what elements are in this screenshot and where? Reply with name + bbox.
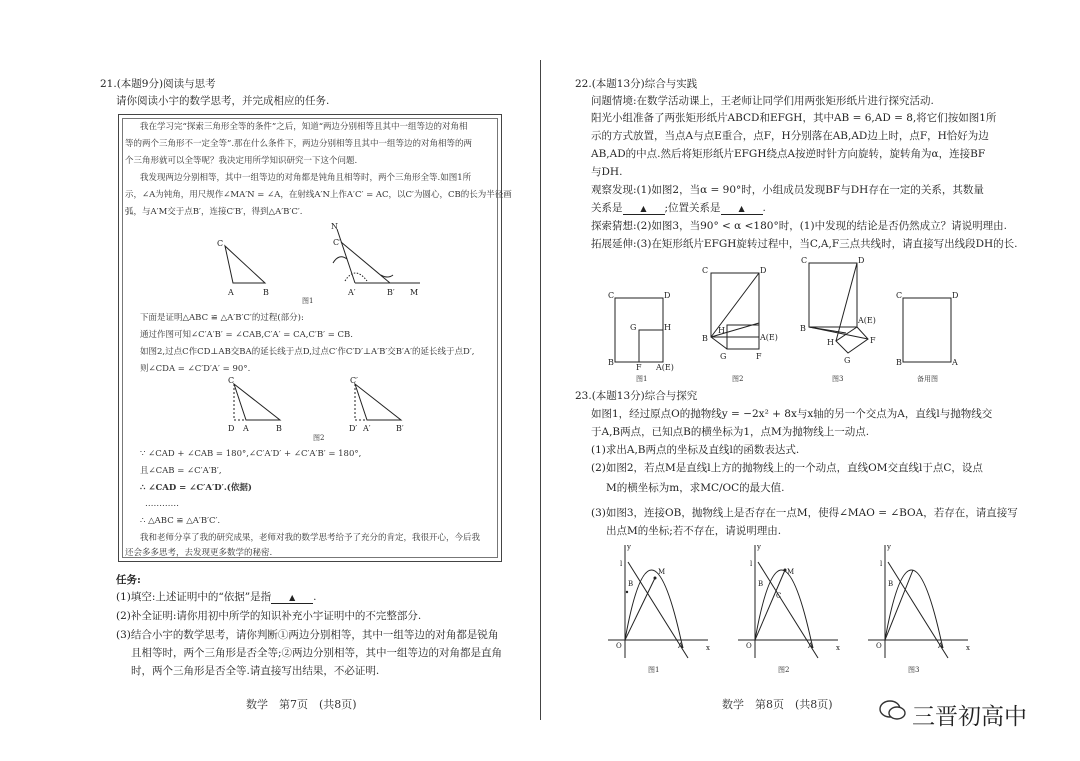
fig-caption: 图1 xyxy=(648,666,660,674)
q23-figures xyxy=(598,540,970,678)
svg-text:B: B xyxy=(628,580,634,588)
svg-text:y: y xyxy=(757,543,761,551)
q22-guess: 探索猜想:(2)如图3，当90° < α <180°时，(1)中发现的结论是否仍然成立？请说明理由. xyxy=(591,220,1007,232)
label-b-prime: B′ xyxy=(396,424,404,433)
q23-line: 于A,B两点，已知点B的横坐标为1，点M为抛物线上一动点. xyxy=(591,426,870,438)
label-c-prime: C′ xyxy=(333,238,341,247)
svg-text:B: B xyxy=(896,358,902,367)
svg-text:y: y xyxy=(887,543,891,551)
task-3: 时，两个三角形是否全等.请直接写出结果，不必证明. xyxy=(131,665,380,677)
svg-text:C: C xyxy=(608,291,615,300)
fig2-caption: 图2 xyxy=(313,434,325,442)
task-1: (1)填空:上述证明中的“依据”是指 ▲ . xyxy=(116,591,317,603)
q21-title: 21.(本题9分)阅读与思考 xyxy=(100,78,216,90)
svg-text:x: x xyxy=(966,644,970,652)
svg-text:G: G xyxy=(720,352,727,361)
fig-caption: 备用图 xyxy=(917,375,938,383)
fig-caption: 图2 xyxy=(778,666,790,674)
label-b: B xyxy=(276,424,282,433)
q22-line: 阳光小组准备了两张矩形纸片ABCD和EFGH，其中AB = 6,AD = 8,将它们按如图1所 xyxy=(591,112,997,124)
answer-blank[interactable]: ▲ xyxy=(271,592,313,604)
svg-text:A: A xyxy=(808,642,814,650)
label-n: N xyxy=(331,222,338,231)
label-d-prime: D′ xyxy=(349,424,358,433)
task-3: (3)结合小宇的数学思考，请你判断①两边分别相等，其中一组等边的对角都是锐角 xyxy=(116,629,499,641)
box-line: 弧，与A′M交于点B′，连接C′B′，得到△A′B′C′. xyxy=(125,207,303,217)
fig1-caption: 图1 xyxy=(302,297,314,305)
svg-text:H: H xyxy=(827,338,834,347)
label-c-prime: C′ xyxy=(350,376,358,385)
svg-text:F: F xyxy=(636,363,642,372)
q21-intro: 请你阅读小宇的数学思考，并完成相应的任务. xyxy=(116,95,330,107)
closing-line: 还会多多思考，去发现更多数学的秘密. xyxy=(125,548,273,558)
svg-text:H: H xyxy=(664,323,671,332)
closing-line: 我和老师分享了我的研究成果，老师对我的数学思考给予了充分的肯定，我很开心，今后我 xyxy=(140,533,481,543)
figure-1 xyxy=(205,215,430,310)
q22-line: 与DH. xyxy=(591,166,623,178)
svg-text:D: D xyxy=(952,291,959,300)
proof-line: 则∠CDA = ∠C′D′A′ = 90°. xyxy=(140,364,251,374)
figure-2 xyxy=(210,374,410,434)
page-footer: 数学 第7页 (共8页) xyxy=(246,698,357,711)
svg-text:D: D xyxy=(858,256,865,265)
svg-text:G: G xyxy=(630,323,637,332)
box-line: 个三角形就可以全等呢？我决定用所学知识研究一下这个问题. xyxy=(125,156,358,166)
svg-text:A: A xyxy=(678,642,684,650)
q23-line: M的横坐标为m，求MC/OC的最大值. xyxy=(606,482,785,494)
proof-line: ∵ ∠CAD + ∠CAB = 180°,∠C′A′D′ + ∠C′A′B′ = 180°, xyxy=(140,449,362,459)
proof-line: 通过作图可知∠C′A′B′ = ∠CAB,C′A′ = CA,C′B′ = CB. xyxy=(140,330,353,340)
page-footer: 数学 第8页 (共8页) xyxy=(722,698,833,711)
label-a: A xyxy=(243,424,249,433)
svg-text:A: A xyxy=(952,358,958,367)
svg-text:x: x xyxy=(836,644,840,652)
svg-text:H: H xyxy=(718,326,725,335)
svg-text:B: B xyxy=(702,334,708,343)
svg-text:M: M xyxy=(658,568,666,576)
q22-observe-blanks: 关系是 ▲ ;位置关系是 ▲ . xyxy=(591,202,766,214)
svg-text:C: C xyxy=(801,256,808,265)
svg-text:O: O xyxy=(746,642,752,650)
q22-figures xyxy=(598,253,978,385)
label-c: C xyxy=(217,239,224,248)
svg-text:C: C xyxy=(896,291,903,300)
svg-text:B: B xyxy=(888,580,894,588)
q22-title: 22.(本题13分)综合与实践 xyxy=(575,78,698,90)
fig-caption: 图1 xyxy=(636,375,648,383)
svg-text:D: D xyxy=(760,266,767,275)
label-a-prime: A′ xyxy=(363,424,371,433)
proof-line: 如图2,过点C作CD⊥AB交BA的延长线于点D,过点C′作C′D′⊥A′B′交B′A′的延长线于点D′, xyxy=(140,347,475,357)
q23-line: 如图1，经过原点O的抛物线y = −2x² + 8x与x轴的另一个交点为A，直线l与抛物线交 xyxy=(591,408,993,420)
answer-blank[interactable]: ▲ xyxy=(721,203,763,215)
q23-line: 出点M的坐标;若不存在，请说明理由. xyxy=(606,525,782,537)
label-b-prime: B′ xyxy=(387,288,395,297)
fig-caption: 图3 xyxy=(832,375,844,383)
proof-line: 下面是证明△ABC ≌ △A′B′C′的过程(部分): xyxy=(140,313,304,323)
svg-text:F: F xyxy=(756,352,762,361)
box-line: 等的两个三角形不一定全等”.那在什么条件下，两边分别相等且其中一组等边的对角相等的两 xyxy=(125,139,473,149)
triangle-abc xyxy=(225,246,265,283)
q23-line: (1)求出A,B两点的坐标及直线l的函数表达式. xyxy=(591,444,800,456)
q23-title: 23.(本题13分)综合与探究 xyxy=(575,390,698,402)
q23-line: (2)如图2，若点M是直线l上方的抛物线上的一个动点，直线OM交直线l于点C，设点 xyxy=(591,462,983,474)
q22-extend: 拓展延伸:(3)在矩形纸片EFGH旋转过程中，当C,A,F三点共线时，请直接写出线段DH的长. xyxy=(591,238,1018,250)
svg-text:O: O xyxy=(876,642,882,650)
task-title: 任务: xyxy=(116,574,141,586)
svg-text:B: B xyxy=(800,324,806,333)
box-line: 我在学习完“探索三角形全等的条件”之后，知道“两边分别相等且其中一组等边的对角相 xyxy=(140,122,468,132)
label-b: B xyxy=(263,288,269,297)
answer-blank[interactable]: ▲ xyxy=(623,203,665,215)
svg-text:A(E): A(E) xyxy=(858,316,876,325)
svg-text:O: O xyxy=(616,642,622,650)
label-c: C xyxy=(228,376,235,385)
label-a: A xyxy=(228,288,234,297)
svg-text:M: M xyxy=(787,568,795,576)
q22-line: 示的方式放置，当点A与点E重合，点F，H分别落在AB,AD边上时，点F，H恰好为边 xyxy=(591,130,989,142)
q22-observe: 观察发现:(1)如图2，当α = 90°时，小组成员发现BF与DH存在一定的关系，其数量 xyxy=(591,184,984,196)
fig-caption: 图2 xyxy=(732,375,744,383)
svg-text:B: B xyxy=(758,580,764,588)
label-d: D xyxy=(228,424,235,433)
task-3: 且相等时，两个三角形是否全等;②两边分别相等，其中一组等边的对角都是直角 xyxy=(131,647,503,659)
svg-text:F: F xyxy=(870,336,876,345)
svg-text:l: l xyxy=(750,560,753,568)
svg-text:l: l xyxy=(880,560,883,568)
q22-line: AB,AD的中点.然后将矩形纸片EFGH绕点A按逆时针方向旋转，旋转角为α，连接BF xyxy=(591,148,986,160)
svg-text:G: G xyxy=(844,356,851,365)
watermark-text: 三晋初高中 xyxy=(912,704,1027,730)
q22-line: 问题情境:在数学活动课上，王老师让同学们用两张矩形纸片进行探究活动. xyxy=(591,95,934,107)
proof-line: ∴ △ABC ≌ △A′B′C′. xyxy=(140,516,221,526)
svg-text:C: C xyxy=(776,592,782,600)
fig-caption: 图3 xyxy=(908,666,920,674)
page-divider xyxy=(540,60,541,720)
wechat-icon xyxy=(878,698,908,726)
svg-text:A(E): A(E) xyxy=(656,363,674,372)
label-m: M xyxy=(410,288,419,297)
svg-text:A: A xyxy=(938,642,944,650)
proof-line: 且∠CAB = ∠C′A′B′, xyxy=(140,466,222,476)
label-a-prime: A′ xyxy=(348,288,356,297)
svg-text:C: C xyxy=(702,266,709,275)
svg-text:l: l xyxy=(620,560,623,568)
svg-text:y: y xyxy=(627,543,631,551)
proof-line: ………… xyxy=(145,499,179,509)
box-line: 我发现两边分别相等，其中一组等边的对角都是钝角且相等时，两个三角形全等.如图1所 xyxy=(140,173,472,183)
svg-text:A(E): A(E) xyxy=(760,333,778,342)
task-2: (2)补全证明:请你用初中所学的知识补充小宇证明中的不完整部分. xyxy=(116,610,422,622)
svg-text:D: D xyxy=(664,291,671,300)
q23-line: (3)如图3，连接OB，抛物线上是否存在一点M，使得∠MAO = ∠BOA，若存在，请直接写 xyxy=(591,507,1018,519)
svg-text:x: x xyxy=(706,644,710,652)
box-line: 示，∠A为钝角，用尺规作∠MA′N = ∠A，在射线A′N上作A′C′ = AC，以C′为圆心，CB的长为半径画 xyxy=(125,190,512,200)
proof-line: ∴ ∠CAD = ∠C′A′D′.(依据) xyxy=(140,483,252,493)
svg-text:B: B xyxy=(608,358,614,367)
